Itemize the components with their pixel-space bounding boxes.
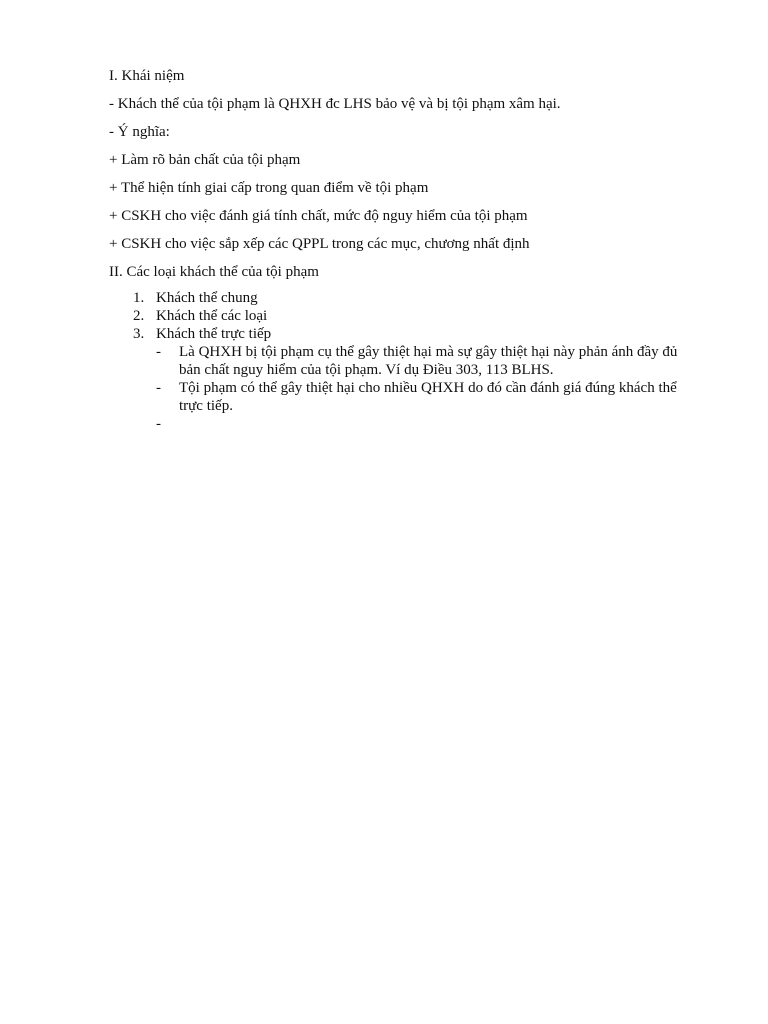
dash-bullet: - [156,416,161,432]
list-item [109,289,699,307]
meaning-item: + CSKH cho việc đánh giá tính chất, mức độ nguy hiểm của tội phạm [109,208,528,224]
list-item [109,325,699,343]
list-item-label: Khách thể các loại [156,308,268,324]
list-item-text: Là QHXH bị tội phạm cụ thể gây thiệt hại mà sự gây thiệt hại này phản ánh đầy đủ bản chất nguy hiểm của tội phạm. Ví dụ Điều 303, 113 BLHS. [179,344,678,378]
list-number: 2. [133,308,145,324]
document-body [109,67,699,433]
dash-bullet: - [156,380,161,396]
list-item-label: Khách thể chung [156,290,258,306]
meaning-item: + Làm rõ bản chất của tội phạm [109,152,301,168]
list-number: 1. [133,290,145,306]
list-number: 3. [133,326,145,342]
direct-object-points [109,343,699,433]
meaning-item: + CSKH cho việc sắp xếp các QPPL trong các mục, chương nhất định [109,236,530,252]
object-types-list [109,289,699,343]
list-item-text: Tội phạm có thể gây thiệt hại cho nhiều QHXH do đó cần đánh giá đúng khách thể trực tiếp. [179,380,677,414]
list-item [109,307,699,325]
list-item [109,415,699,433]
meaning-heading: - Ý nghĩa: [109,124,170,140]
list-item-label: Khách thể trực tiếp [156,326,272,342]
section-heading-types: II. Các loại khách thể của tội phạm [109,264,319,280]
list-item [109,343,699,379]
dash-bullet: - [156,344,161,360]
meaning-item: + Thể hiện tính giai cấp trong quan điểm về tội phạm [109,180,429,196]
section-heading-concept: I. Khái niệm [109,68,185,84]
definition-paragraph: - Khách thể của tội phạm là QHXH đc LHS bảo vệ và bị tội phạm xâm hại. [109,96,561,112]
list-item [109,379,699,415]
